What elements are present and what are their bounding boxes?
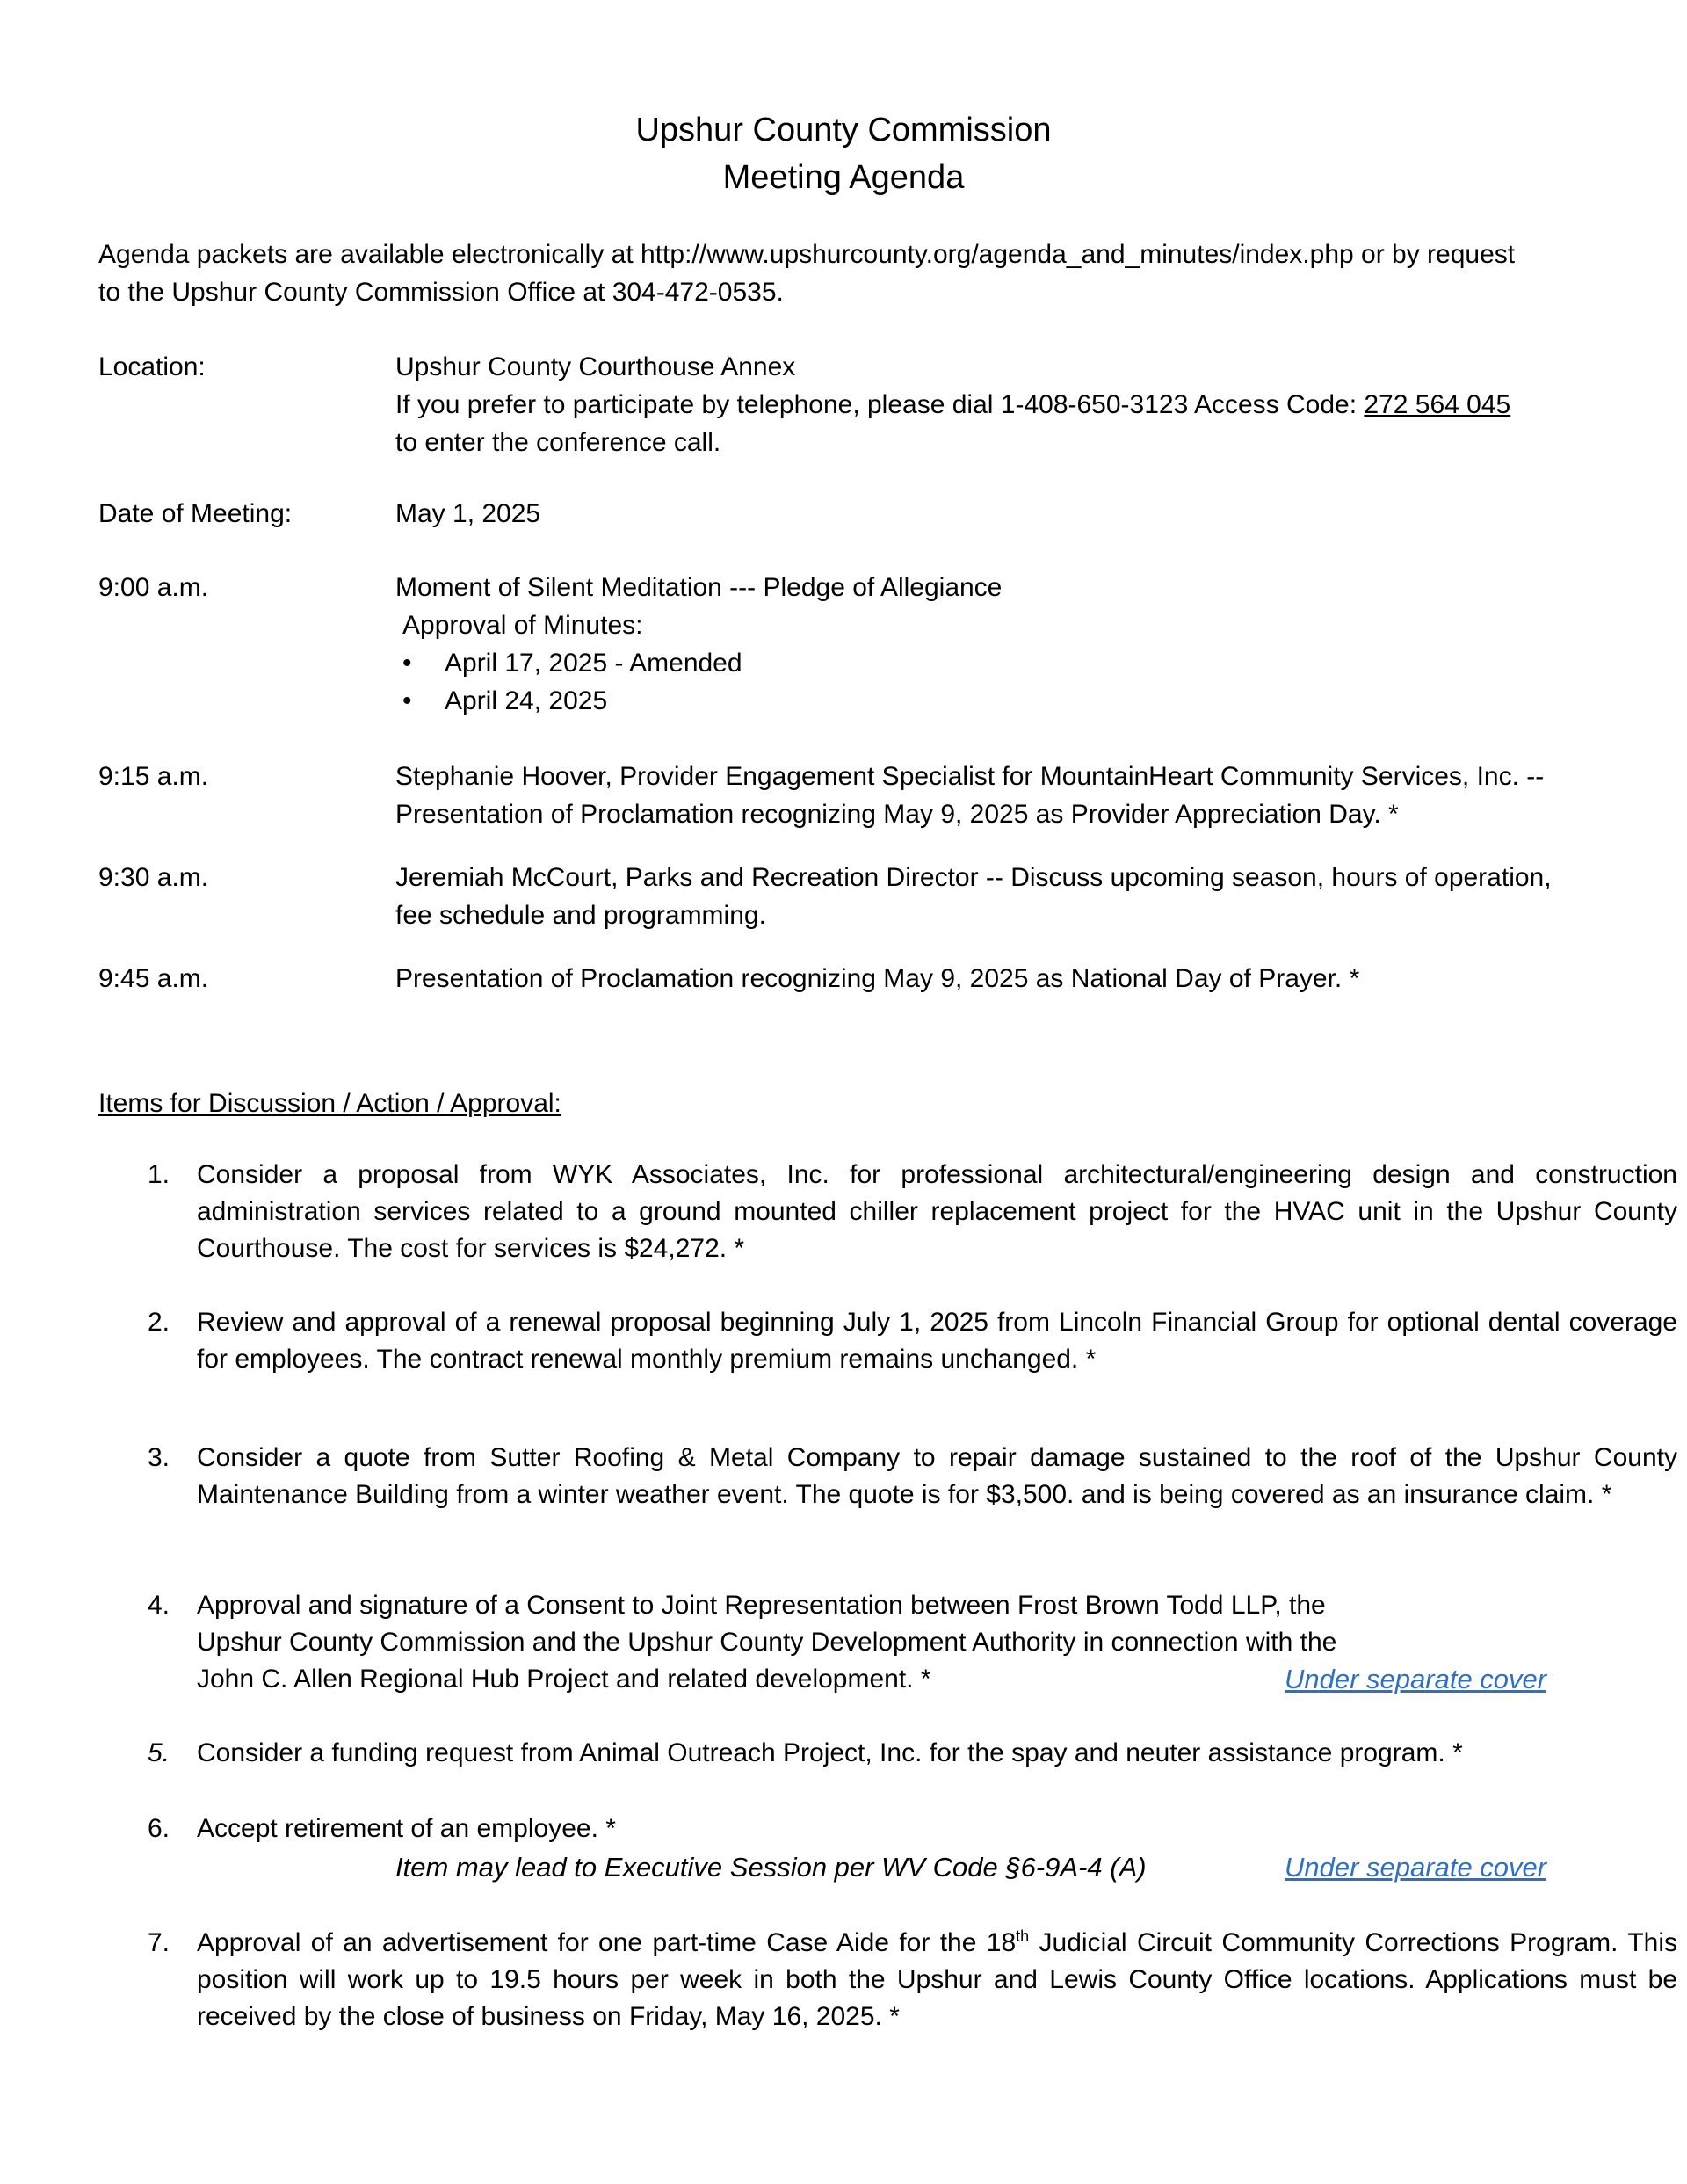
document-title: Upshur County Commission [635, 112, 1052, 149]
bullet-icon: • [402, 649, 412, 678]
schedule-time: 9:00 a.m. [98, 573, 209, 602]
schedule-line: Presentation of Proclamation recognizing May 9, 2025 as National Day of Prayer. * [395, 964, 1360, 993]
discussion-item [98, 1157, 1677, 1267]
schedule-time: 9:30 a.m. [98, 863, 209, 892]
item-text: Consider a proposal from WYK Associates, Inc. for professional architectural/engineering design and construction administration services related to a ground mounted chiller replacement project for the HVAC unit in the Upshur County Courthouse. The cost for services is $24,272. * [197, 1160, 1677, 1263]
item-text: Accept retirement of an employee. * [197, 1814, 616, 1843]
item-number: 3. [148, 1443, 170, 1472]
intro-line-2: to the Upshur County Commission Office at 304-472-0535. [98, 278, 784, 307]
item-text: Consider a quote from Sutter Roofing & Metal Company to repair damage sustained to the roof of the Upshur County Maintenance Building from a winter weather event. The quote is for $3,500. and is being covered as an insurance claim. * [197, 1443, 1677, 1509]
item-text-start: Approval of an advertisement for one part-time Case Aide for the 18 [197, 1928, 1017, 1957]
item-number: 1. [148, 1160, 170, 1189]
location-row [98, 348, 1583, 462]
item-text: Approval and signature of a Consent to Joint Representation between Frost Brown Todd LLP, the Upshur County Commission and the Upshur County Development Authority in connection with the John C. Allen Regional Hub Project and related development. * [197, 1591, 1337, 1694]
location-value [395, 348, 1582, 461]
under-separate-cover-link[interactable]: Under separate cover [1285, 1664, 1547, 1694]
schedule-item-0900 [98, 569, 1583, 720]
minutes-bullet [395, 644, 1582, 682]
bullet-icon: • [402, 686, 412, 715]
location-phone-end: to enter the conference call. [395, 428, 721, 457]
discussion-item [98, 1810, 1583, 1847]
schedule-line: Jeremiah McCourt, Parks and Recreation Director -- Discuss upcoming season, hours of operation, [395, 863, 1552, 892]
item-text [197, 1925, 1677, 2035]
schedule-time: 9:45 a.m. [98, 964, 209, 993]
access-code: 272 564 045 [1364, 390, 1511, 419]
item-number: 2. [148, 1308, 170, 1337]
ordinal-suffix: th [1016, 1927, 1030, 1945]
item-number: 7. [148, 1928, 170, 1957]
item-text: Review and approval of a renewal proposal beginning July 1, 2025 from Lincoln Financial Group for optional dental coverage for employees. The contract renewal monthly premium remains unchanged. * [197, 1308, 1677, 1374]
minutes-date: April 17, 2025 - Amended [445, 649, 742, 678]
date-value: May 1, 2025 [395, 499, 541, 528]
discussion-item [98, 1440, 1677, 1550]
schedule-line: fee schedule and programming. [395, 901, 766, 930]
discussion-heading: Items for Discussion / Action / Approval: [98, 1089, 561, 1118]
schedule-desc [395, 758, 1582, 833]
intro-line-1: Agenda packets are available electronically at http://www.upshurcounty.org/agenda_and_minutes/index.php or by request [98, 240, 1516, 269]
discussion-item [98, 1735, 1583, 1772]
location-phone-line [395, 386, 1582, 424]
location-label: Location: [98, 352, 206, 381]
schedule-item-0915 [98, 758, 1583, 837]
schedule-desc [395, 960, 1582, 998]
location-phone-text: If you prefer to participate by telephone, please dial 1-408-650-3123 Access Code: [395, 390, 1365, 419]
schedule-time: 9:15 a.m. [98, 762, 209, 791]
discussion-item [98, 1304, 1677, 1378]
schedule-desc [395, 859, 1582, 934]
item-number: 6. [148, 1814, 170, 1843]
item-number: 4. [148, 1591, 170, 1620]
minutes-bullet [395, 682, 1582, 720]
schedule-item-0930 [98, 859, 1583, 938]
minutes-date: April 24, 2025 [445, 686, 608, 715]
schedule-line: Approval of Minutes: [402, 611, 643, 640]
item-text-end: Judicial Circuit Community Corrections Program. This position will work up to 19.5 hours per week in both the Upshur and Lewis County Office locations. Applications must be received by the close of business on Friday, May 16, 2025. * [197, 1928, 1677, 2031]
discussion-item [98, 1925, 1677, 2035]
schedule-line: Moment of Silent Meditation --- Pledge of Allegiance [395, 573, 1003, 602]
item-text: Consider a funding request from Animal Outreach Project, Inc. for the spay and neuter assistance program. * [197, 1738, 1463, 1767]
schedule-desc [395, 569, 1582, 720]
schedule-item-0945 [98, 960, 1583, 999]
schedule-line: Stephanie Hoover, Provider Engagement Specialist for MountainHeart Community Services, Inc. -- [395, 762, 1545, 791]
intro-paragraph [98, 236, 1579, 311]
date-label: Date of Meeting: [98, 499, 293, 528]
item-number: 5. [148, 1738, 170, 1767]
document-subtitle: Meeting Agenda [722, 159, 965, 196]
date-row [98, 495, 1583, 533]
under-separate-cover-link[interactable]: Under separate cover [1285, 1852, 1547, 1883]
location-venue: Upshur County Courthouse Annex [395, 352, 796, 381]
executive-session-note: Item may lead to Executive Session per WV Code §6-9A-4 (A) [395, 1852, 1147, 1883]
schedule-line: Presentation of Proclamation recognizing May 9, 2025 as Provider Appreciation Day. * [395, 800, 1399, 829]
